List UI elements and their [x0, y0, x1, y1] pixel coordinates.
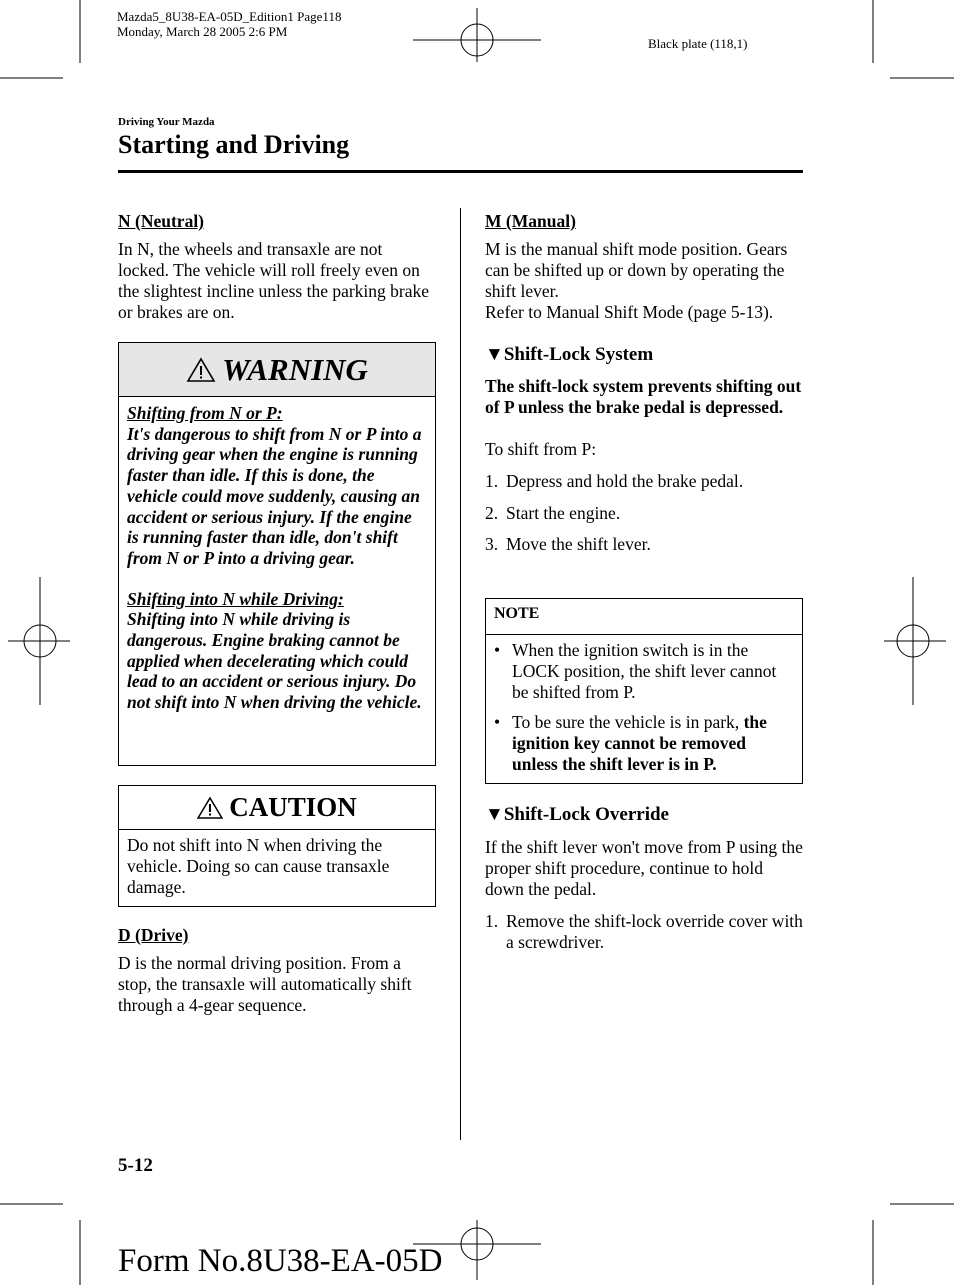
- column-divider: [460, 208, 461, 1140]
- form-number: Form No.8U38-EA-05D: [118, 1243, 443, 1279]
- warning-title: WARNING: [222, 351, 368, 387]
- override-text: If the shift lever won't move from P using the proper shift procedure, continue to hold down the pedal.: [485, 837, 803, 899]
- page-number: 5-12: [118, 1155, 153, 1176]
- caution-box: [118, 785, 436, 907]
- bullet-dot-icon: •: [494, 712, 501, 732]
- caution-triangle-icon: [197, 796, 223, 820]
- shiftlock-heading-text: Shift-Lock System: [503, 344, 654, 365]
- drive-heading: D (Drive): [118, 925, 189, 945]
- override-heading: [485, 804, 803, 825]
- note-box: [485, 598, 803, 784]
- step-1: [485, 471, 803, 492]
- plate-label: Black plate (118,1): [648, 36, 748, 51]
- manual-heading: M (Manual): [485, 211, 576, 231]
- warning-triangle-icon: [186, 357, 216, 383]
- step-3: [485, 534, 803, 555]
- triangle-down-icon: ▼: [485, 804, 504, 825]
- warning-header: [119, 343, 435, 397]
- neutral-text: In N, the wheels and transaxle are not locked. The vehicle will roll freely even on the slightest incline unless the parking brake or brakes are on.: [118, 239, 430, 322]
- triangle-down-icon: ▼: [485, 344, 504, 365]
- warning-p1-heading: Shifting from N or P:: [127, 403, 283, 423]
- override-step-text: Remove the shift-lock override cover with a screwdriver.: [506, 911, 803, 952]
- override-step-num: 1.: [485, 911, 499, 931]
- note-bullet-2-bold: the ignition key cannot be removed unless the shift lever is in P.: [512, 712, 767, 774]
- note-bullet-1: [490, 640, 794, 703]
- warning-p2-heading: Shifting into N while Driving:: [127, 588, 344, 609]
- drive-section: [118, 925, 436, 1016]
- warning-body: [119, 397, 435, 719]
- caution-text: Do not shift into N when driving the vehicle. Doing so can cause transaxle damage.: [127, 835, 390, 897]
- title-rule: [118, 170, 803, 173]
- shiftlock-bold-text: The shift-lock system prevents shifting out of P unless the brake pedal is depressed.: [485, 376, 802, 417]
- override-step-1: [485, 911, 803, 953]
- bullet-dot-icon: •: [494, 640, 501, 660]
- step-3-text: Move the shift lever.: [506, 534, 651, 554]
- print-header-line2: Monday, March 28 2005 2:6 PM: [117, 24, 288, 39]
- note-title: NOTE: [486, 599, 802, 635]
- shift-from-p: To shift from P:: [485, 439, 597, 459]
- right-column: [485, 211, 803, 555]
- step-1-num: 1.: [485, 471, 499, 491]
- note-bullet-1-text: When the ignition switch is in the LOCK position, the shift lever cannot be shifted from P.: [512, 640, 777, 702]
- manual-ref: Refer to Manual Shift Mode (page 5-13).: [485, 302, 774, 322]
- print-header-line1: Mazda5_8U38-EA-05D_Edition1 Page118: [117, 9, 342, 24]
- page-title: Starting and Driving: [118, 130, 350, 159]
- caution-title: CAUTION: [229, 792, 357, 822]
- note-bullet-2-plain: To be sure the vehicle is in park,: [512, 712, 740, 732]
- neutral-heading: N (Neutral): [118, 211, 205, 231]
- override-heading-text: Shift-Lock Override: [503, 804, 669, 825]
- step-1-text: Depress and hold the brake pedal.: [506, 471, 744, 491]
- section-label: Driving Your Mazda: [118, 116, 215, 128]
- note-bullet-2: [490, 712, 794, 775]
- drive-text: D is the normal driving position. From a stop, the transaxle will automatically shift through a 4-gear sequence.: [118, 953, 412, 1015]
- left-column: [118, 211, 436, 323]
- step-2: [485, 503, 803, 524]
- warning-box: [118, 342, 436, 766]
- warning-p1-text: It's dangerous to shift from N or P into a driving gear when the engine is running faster than idle. If this is done, the vehicle could move suddenly, causing an accident or serious injury. If the engine is running faster than idle, don't shift from N or P into a driving gear.: [127, 423, 422, 568]
- shiftlock-heading: [485, 344, 803, 365]
- print-header: [117, 9, 341, 39]
- override-section: [485, 804, 803, 953]
- caution-header: [119, 786, 435, 830]
- step-3-num: 3.: [485, 534, 499, 554]
- step-2-text: Start the engine.: [506, 503, 621, 523]
- step-2-num: 2.: [485, 503, 499, 523]
- warning-p2-text: Shifting into N while driving is dangerous. Engine braking cannot be applied when decelerating which could lead to an accident or serious injury. Do not shift into N when driving the vehicle.: [127, 609, 422, 713]
- manual-text: M is the manual shift mode position. Gears can be shifted up or down by operating the shift lever.: [485, 239, 788, 301]
